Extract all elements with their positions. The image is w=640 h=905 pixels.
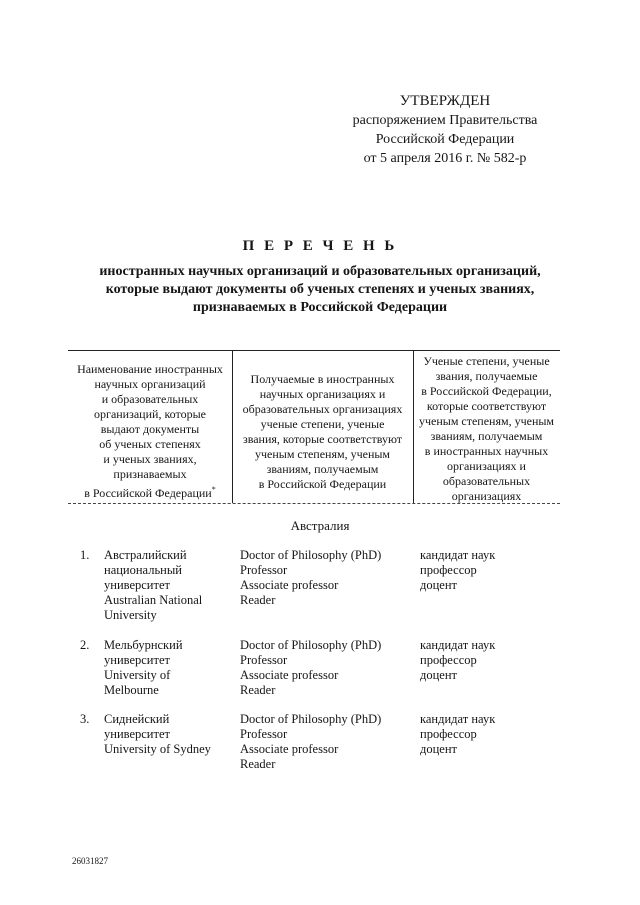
organization-name xyxy=(104,638,234,698)
header-line: Наименование иностранных xyxy=(77,362,223,376)
degree-line: Reader xyxy=(240,593,276,607)
equivalent-line: доцент xyxy=(420,668,457,682)
header-line xyxy=(68,482,232,501)
approval-line: распоряжением Правительства xyxy=(352,113,538,128)
subtitle-line: которые выдают документы об ученых степенях и ученых званиях, xyxy=(105,282,535,297)
equivalent-line: доцент xyxy=(420,578,457,592)
org-line: Австралийский xyxy=(104,548,187,562)
equivalent-line: кандидат наук xyxy=(420,548,496,562)
approval-line: Российской Федерации xyxy=(375,132,515,147)
organization-name xyxy=(104,712,234,757)
document-code: 26031827 xyxy=(72,856,108,866)
received-degrees xyxy=(240,548,410,608)
table-top-rule xyxy=(68,350,560,351)
degree-line: Doctor of Philosophy (PhD) xyxy=(240,712,382,726)
org-line: University xyxy=(104,608,157,622)
header-line: выдают документы xyxy=(100,422,200,436)
degree-line: Reader xyxy=(240,683,276,697)
degree-line: Associate professor xyxy=(240,668,339,682)
equivalent-line: профессор xyxy=(420,653,477,667)
degree-line: Professor xyxy=(240,653,288,667)
header-line-text: в Российской Федерации xyxy=(84,486,212,500)
header-line: научных организаций xyxy=(94,377,206,391)
received-degrees xyxy=(240,712,410,772)
degree-line: Associate professor xyxy=(240,578,339,592)
header-col-organization xyxy=(68,362,232,501)
degree-line: Professor xyxy=(240,727,288,741)
org-line: Мельбурнский xyxy=(104,638,183,652)
header-line: и ученых званиях, xyxy=(103,452,197,466)
footnote-mark: * xyxy=(211,485,216,494)
header-line: ученым степеням, ученым xyxy=(418,414,555,428)
header-line: организациях xyxy=(451,489,522,503)
header-line: образовательных организациях xyxy=(242,402,403,416)
equivalent-line: кандидат наук xyxy=(420,638,496,652)
header-line: ученые степени, ученые xyxy=(260,417,385,431)
row-number: 3. xyxy=(80,712,90,726)
org-line: университет xyxy=(104,578,170,592)
subtitle-line: иностранных научных организаций и образовательных организаций, xyxy=(99,264,541,279)
org-line: Melbourne xyxy=(104,683,159,697)
approval-line: от 5 апреля 2016 г. № 582-р xyxy=(363,151,527,166)
header-line: об ученых степенях xyxy=(99,437,201,451)
document-subtitle xyxy=(70,263,570,317)
org-line: университет xyxy=(104,653,170,667)
header-line: звания, которые соответствуют xyxy=(242,432,403,446)
header-line: Получаемые в иностранных xyxy=(250,372,395,386)
equivalent-line: профессор xyxy=(420,727,477,741)
header-line: в Российской Федерации xyxy=(258,477,387,491)
header-line: которые соответствуют xyxy=(426,399,547,413)
row-number: 1. xyxy=(80,548,90,562)
degree-line: Reader xyxy=(240,757,276,771)
document-title: П Е Р Е Ч Е Н Ь xyxy=(242,238,398,254)
org-line: университет xyxy=(104,727,170,741)
header-line: званиям, получаемым xyxy=(430,429,543,443)
header-line: ученым степеням, ученым xyxy=(254,447,391,461)
header-line: образовательных xyxy=(442,474,531,488)
approval-stamp xyxy=(330,92,560,168)
subtitle-line: признаваемых в Российской Федерации xyxy=(192,300,448,315)
header-line: организаций, которые xyxy=(94,407,206,421)
degree-line: Professor xyxy=(240,563,288,577)
equivalent-line: доцент xyxy=(420,742,457,756)
header-line: Ученые степени, ученые xyxy=(423,354,550,368)
received-degrees xyxy=(240,638,410,698)
header-line: научных организациях и xyxy=(259,387,386,401)
header-line: и образовательных xyxy=(101,392,199,406)
org-line: национальный xyxy=(104,563,182,577)
approval-title: УТВЕРЖДЕН xyxy=(399,93,491,109)
row-number: 2. xyxy=(80,638,90,652)
header-line: званиям, получаемым xyxy=(266,462,379,476)
organization-name xyxy=(104,548,234,623)
org-line: Сиднейский xyxy=(104,712,170,726)
org-line: Australian National xyxy=(104,593,203,607)
russian-equivalents xyxy=(420,548,560,593)
header-col-received-degrees xyxy=(232,372,413,492)
header-line: организациях и xyxy=(447,459,526,473)
degree-line: Doctor of Philosophy (PhD) xyxy=(240,638,382,652)
russian-equivalents xyxy=(420,712,560,757)
header-line: в иностранных научных xyxy=(424,444,549,458)
equivalent-line: профессор xyxy=(420,563,477,577)
header-col-russian-degrees xyxy=(413,354,560,504)
degree-line: Associate professor xyxy=(240,742,339,756)
header-line: признаваемых xyxy=(113,467,187,481)
header-line: звания, получаемые xyxy=(435,369,538,383)
russian-equivalents xyxy=(420,638,560,683)
degree-line: Doctor of Philosophy (PhD) xyxy=(240,548,382,562)
header-line: в Российской Федерации, xyxy=(421,384,552,398)
org-line: University of xyxy=(104,668,171,682)
country-heading: Австралия xyxy=(290,518,350,533)
org-line: University of Sydney xyxy=(104,742,211,756)
equivalent-line: кандидат наук xyxy=(420,712,496,726)
